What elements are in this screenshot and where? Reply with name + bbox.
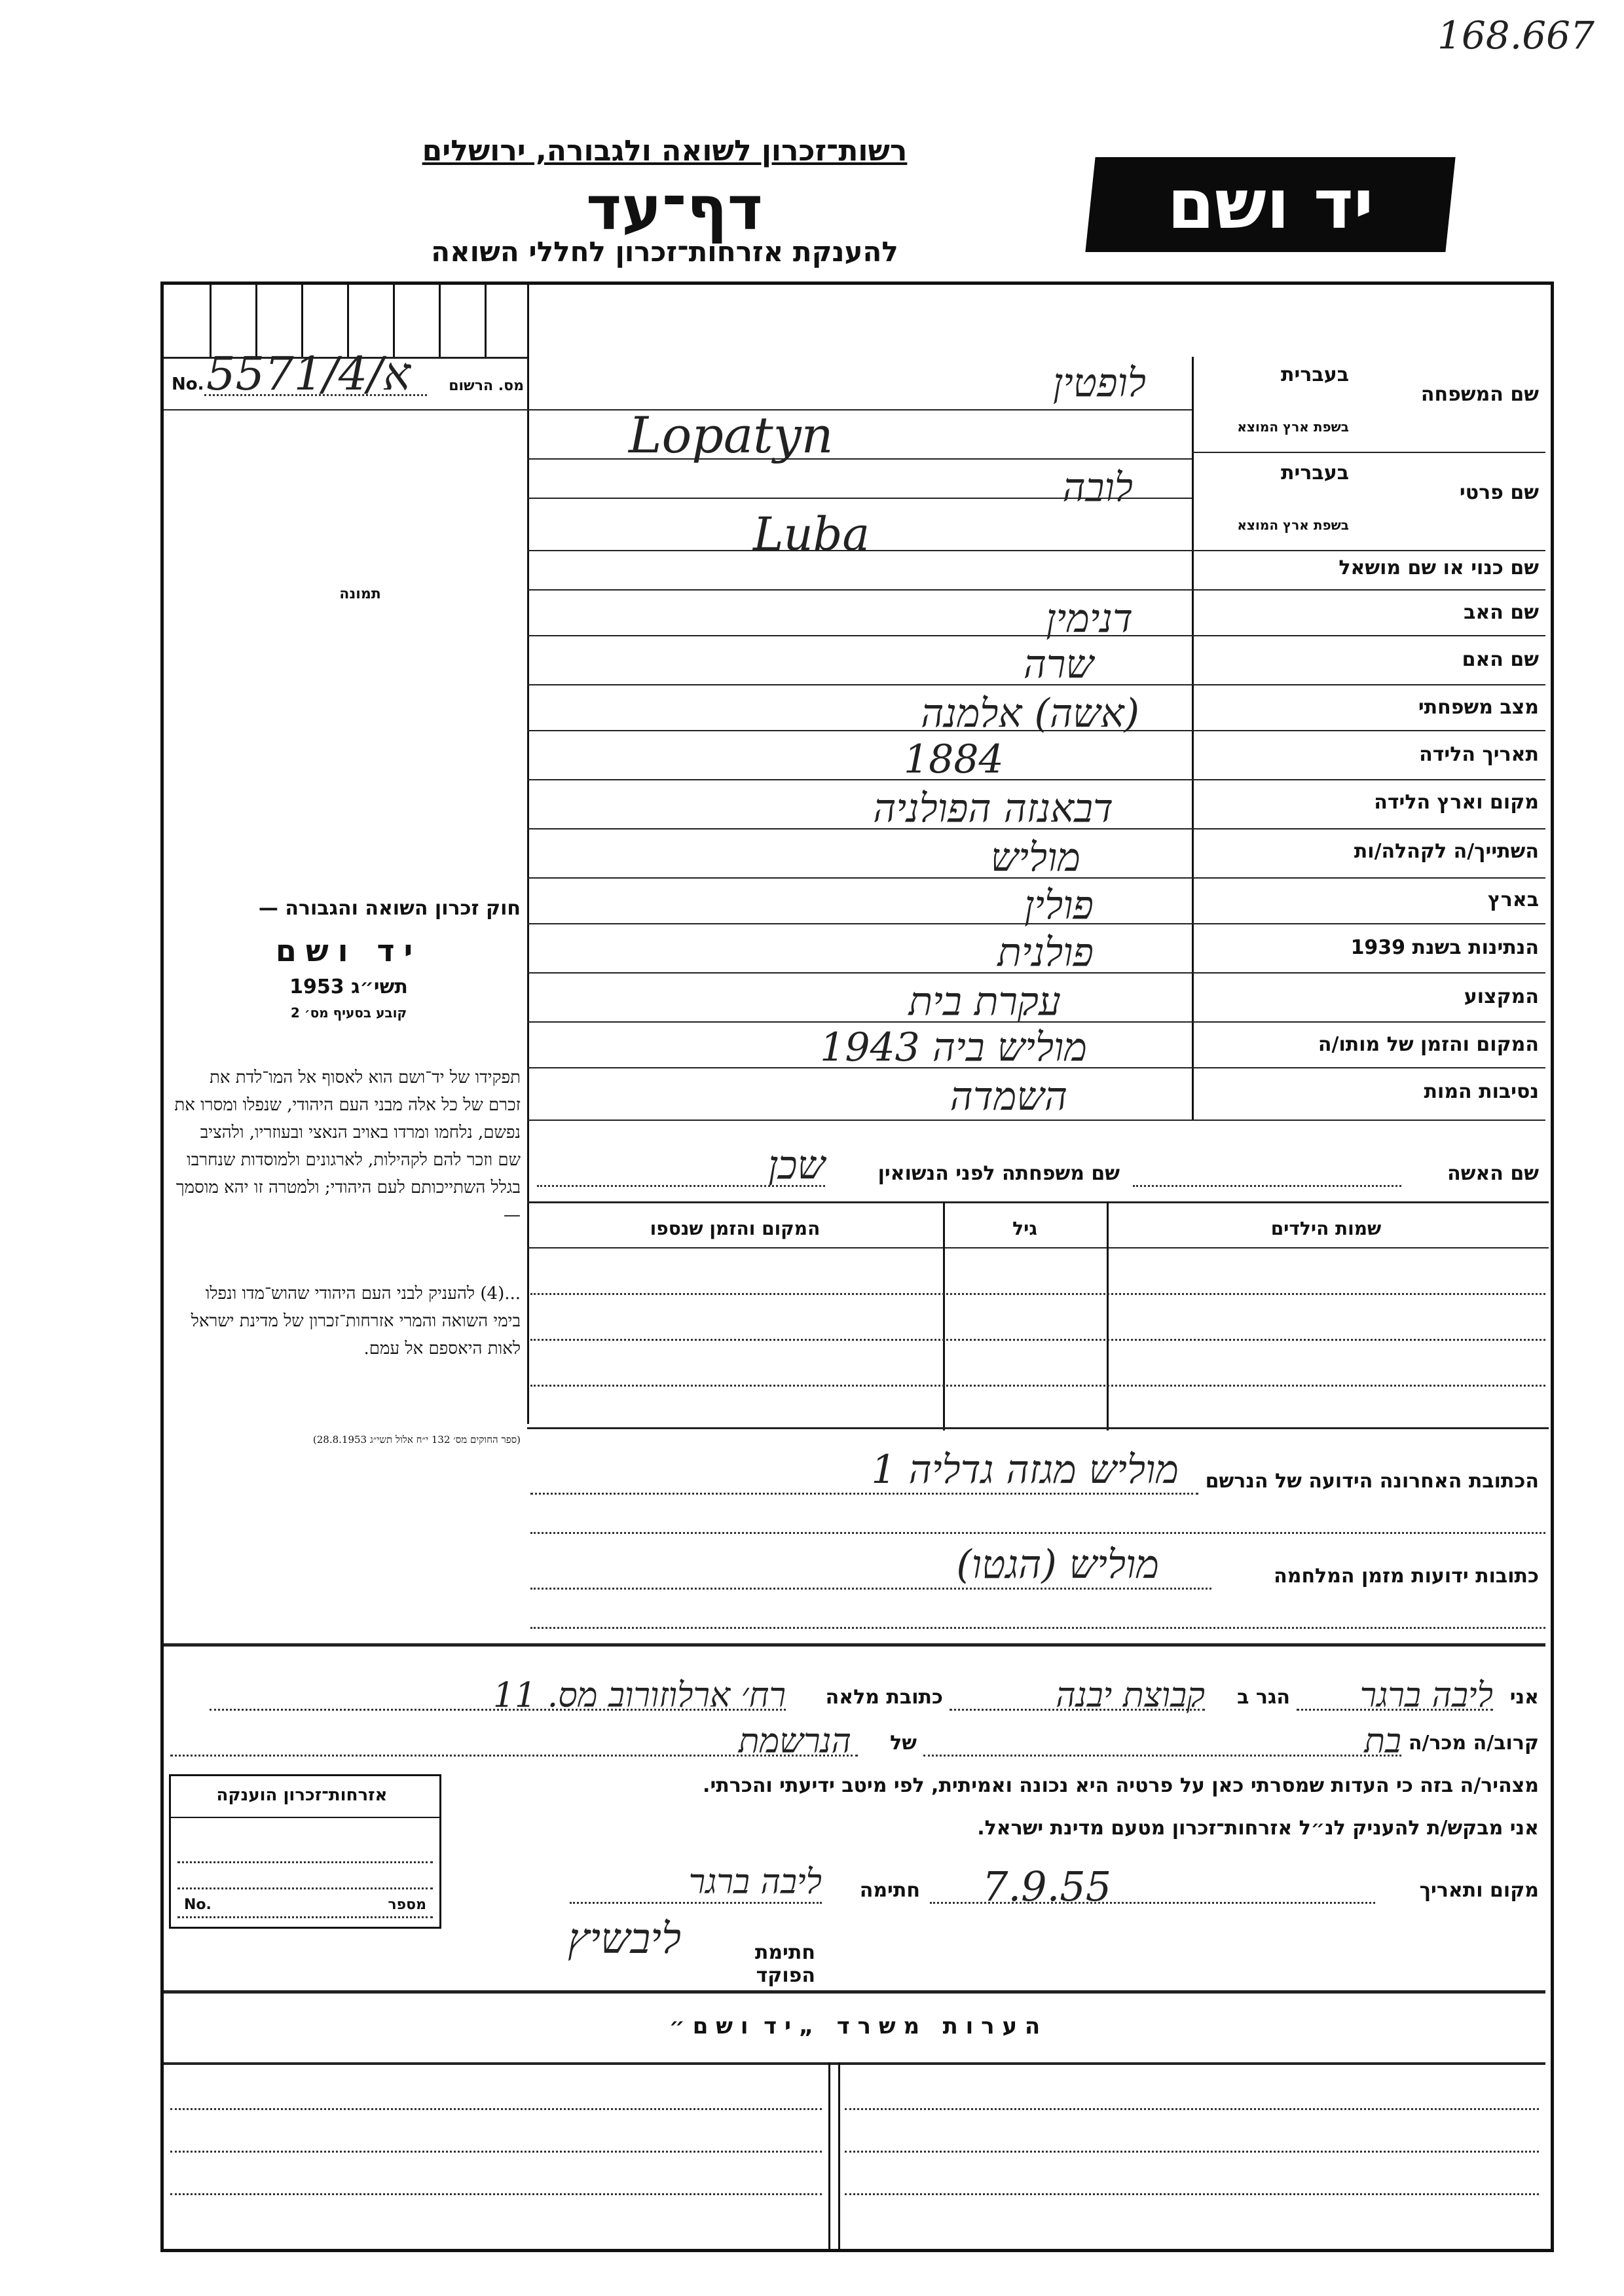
full-address-label: כתובת מלאה xyxy=(825,1686,943,1709)
death-cause-value: השמדה xyxy=(950,1074,1067,1120)
surname-hebrew-value: לופטין xyxy=(1052,360,1146,406)
father-label: שם האב xyxy=(1464,601,1539,624)
registration-grid xyxy=(164,285,527,357)
officer-signature: ליבשיץ xyxy=(568,1915,681,1963)
declaration-text: מצהיר/ה בזה כי העדות שמסרתי כאן על פרטיה היא נכונה ואמיתית, לפי מיטב ידיעתי והכרתי. xyxy=(703,1774,1539,1797)
firstname-label: שם פרטי xyxy=(1459,481,1539,504)
yad-vashem-logo xyxy=(1085,157,1455,252)
profession-label: המקצוע xyxy=(1464,985,1539,1008)
law-citation: (ספר החוקים מס׳ 132 י״ח אלול תשי״ג 28.8.1953) xyxy=(312,1434,521,1446)
photo-label: תמונה xyxy=(339,586,381,602)
reg-no-label: No. xyxy=(172,374,204,394)
mother-label: שם האם xyxy=(1462,648,1539,671)
citizenship-label: הנתינות בשנת 1939 xyxy=(1350,936,1539,959)
wife-maiden-label: שם משפחתה לפני הנשואין xyxy=(877,1162,1120,1185)
reg-label: מס. הרשום xyxy=(449,378,524,394)
memorial-citizenship-box xyxy=(169,1774,441,1929)
surname-hebrew-label: בעברית xyxy=(1281,363,1349,386)
firstname-hebrew-label: בעברית xyxy=(1281,462,1349,484)
i-label: אני xyxy=(1509,1686,1539,1709)
war-address-label: כתובות ידועות מזמן המלחמה xyxy=(1274,1565,1539,1588)
surname-label: שם המשפחה xyxy=(1420,383,1539,406)
of-label: של xyxy=(890,1732,917,1755)
surname-origin-label: בשפת ארץ המוצא xyxy=(1237,419,1349,435)
declarant-signature: ליבה ברגר xyxy=(688,1863,822,1902)
law-heading: חוק זכרון השואה והגבורה — xyxy=(258,897,521,920)
archive-number: 168.667 xyxy=(1437,13,1595,58)
children-col-age: גיל xyxy=(1012,1218,1037,1239)
community-label: השתייך/ה לקהלה/ות xyxy=(1354,840,1539,863)
declarant-name: ליבה ברגר xyxy=(1359,1676,1493,1715)
officer-signature-label: חתימת הפוקד xyxy=(754,1941,815,1987)
firstname-origin-value: Luba xyxy=(753,507,870,561)
law-section: קובע בסעיף מס׳ 2 xyxy=(290,1005,407,1021)
memorial-box-no: No. xyxy=(184,1897,212,1913)
place-date-label: מקום ותאריך xyxy=(1419,1879,1539,1902)
children-col-names: שמות הילדים xyxy=(1270,1218,1382,1239)
community-value: מוליש xyxy=(990,835,1080,881)
request-text: אני מבקש/ת להעניק לנ״ל אזרחות־זכרון מטעם מדינת ישראל. xyxy=(977,1817,1539,1840)
mother-value: שרה xyxy=(1023,642,1094,687)
law-year: תשי״ג 1953 xyxy=(289,975,408,998)
declarant-full-address: רח׳ ארלוזורוב מס. 11 xyxy=(492,1676,786,1715)
marital-value: (אשה) אלמנה xyxy=(921,691,1139,737)
surname-origin-value: Lopatyn xyxy=(629,406,834,464)
wife-maiden-value: שכן xyxy=(767,1142,825,1188)
declarant-resident: קבוצת יבנה xyxy=(1056,1676,1205,1715)
children-col-place: המקום והזמן שנספו xyxy=(650,1218,821,1239)
declarant-of: הנרשמת xyxy=(738,1722,851,1761)
reg-number: א/5571/4 xyxy=(206,347,411,401)
birthplace-label: מקום וארץ הלידה xyxy=(1374,791,1539,814)
memorial-box-number-label: מספר xyxy=(388,1897,426,1913)
form-subtitle: להענקת אזרחות־זכרון לחללי השואה xyxy=(431,236,898,268)
birthdate-label: תאריך הלידה xyxy=(1419,743,1539,766)
declarant-relation: בת xyxy=(1364,1722,1401,1761)
citizenship-value: פולנית xyxy=(997,930,1094,975)
law-name: יד ושם xyxy=(275,933,422,968)
father-value: דנימין xyxy=(1046,596,1133,642)
relation-label: קרוב/ה מכר/ה xyxy=(1408,1732,1539,1755)
nickname-label: שם כנוי או שם מושאל xyxy=(1338,556,1539,579)
country-label: בארץ xyxy=(1487,888,1539,911)
place-date-value: 7.9.55 xyxy=(982,1863,1112,1910)
signature-label: חתימה xyxy=(859,1879,920,1902)
death-place-label: המקום והזמן של מותו/ה xyxy=(1318,1033,1539,1056)
country-value: פולין xyxy=(1024,883,1094,928)
birthplace-value: דבאנזה הפולניה xyxy=(873,786,1113,831)
authority-title: רשות־זכרון לשואה ולגבורה, ירושלים xyxy=(422,134,908,168)
wife-label: שם האשה xyxy=(1447,1162,1539,1185)
law-paragraph-2: ...(4) להעניק לבני העם היהודי שהוש־מדו ונפלו בימי השואה והמרי אזרחות־זכרון של מדינת ישראל לאות היאספם אל עמם. xyxy=(191,1284,521,1358)
firstname-origin-label: בשפת ארץ המוצא xyxy=(1237,517,1349,533)
law-paragraph-1: תפקידו של יד־ושם הוא לאסוף אל המו־לדת את זכרם של כל אלה מבני העם היהודי, שנפלו ומסרו את נפשם, נלחמו ומרדו באויב הנאצי ובעוזריו, ולהציב שם וזכר להם לקהילות, לארגונים ולמוסדות שנחרבו בגלל השתייכותם לעם היהודי; ולמטרה זו יהא מוסמך — xyxy=(174,1068,521,1225)
marital-label: מצב משפחתי xyxy=(1418,696,1539,719)
war-address-value: מוליש (הגטו) xyxy=(956,1542,1159,1588)
last-address-value: מוליש מגזה גדליה 1 xyxy=(871,1447,1179,1493)
logo-text: יד ושם xyxy=(1167,164,1374,244)
firstname-hebrew-value: לובה xyxy=(1062,465,1133,511)
death-place-value: מוליש ביה 1943 xyxy=(820,1025,1087,1070)
memorial-box-title: אזרחות־זכרון הוענקה xyxy=(216,1785,388,1805)
birthdate-value: 1884 xyxy=(904,737,1004,782)
form-title: דף־עד xyxy=(586,173,763,244)
death-cause-label: נסיבות המות xyxy=(1424,1080,1539,1103)
resident-label: הגר ב xyxy=(1237,1686,1290,1709)
last-address-label: הכתובת האחרונה הידועה של הנרשם xyxy=(1205,1470,1539,1493)
profession-value: עקרת בית xyxy=(908,979,1061,1025)
office-notes-title: ה ע ר ו ת מ ש ר ד „ י ד ו ש ם ״ xyxy=(669,2013,1041,2039)
